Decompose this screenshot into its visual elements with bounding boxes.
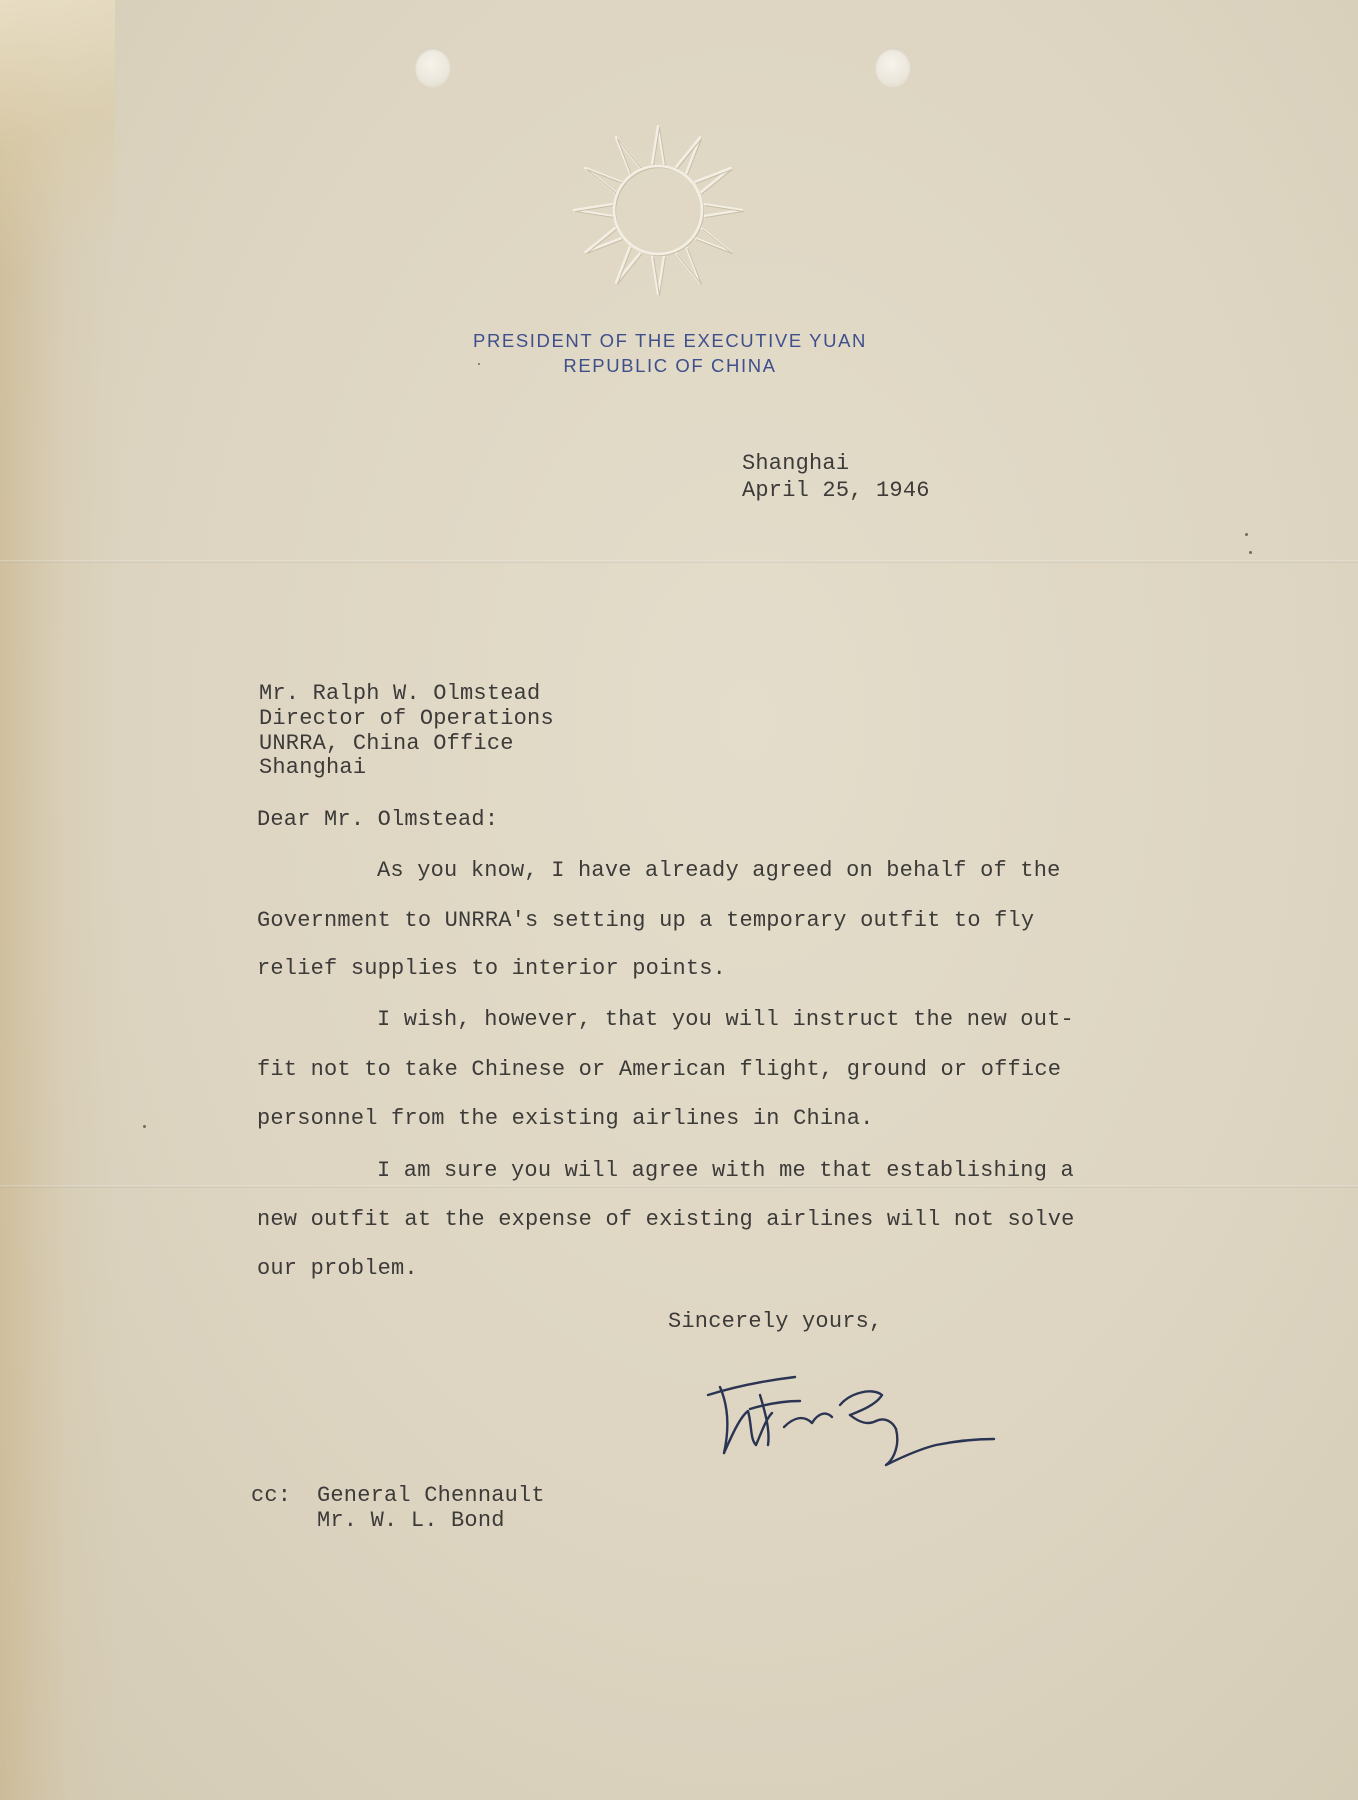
dateline-place: Shanghai bbox=[742, 451, 850, 476]
corner-stain bbox=[0, 0, 115, 330]
body-line: I am sure you will agree with me that establishing a bbox=[377, 1158, 1074, 1183]
salutation: Dear Mr. Olmstead: bbox=[257, 807, 499, 832]
letterhead-line-1: PRESIDENT OF THE EXECUTIVE YUAN bbox=[473, 330, 867, 351]
paper-fold bbox=[0, 560, 1358, 563]
sun-ray bbox=[616, 137, 640, 173]
body-line: our problem. bbox=[257, 1256, 418, 1281]
paper-speck bbox=[143, 1125, 146, 1128]
letterhead bbox=[380, 328, 960, 378]
closing: Sincerely yours, bbox=[668, 1309, 883, 1334]
embossed-sun-emblem-icon bbox=[568, 120, 748, 300]
body-line: As you know, I have already agreed on behalf of the bbox=[377, 858, 1061, 883]
dateline-date: April 25, 1946 bbox=[742, 478, 930, 503]
body-line: new outfit at the expense of existing airlines will not solve bbox=[257, 1207, 1075, 1232]
body-line: relief supplies to interior points. bbox=[257, 956, 727, 981]
recipient-name: Mr. Ralph W. Olmstead bbox=[259, 681, 541, 706]
body-line: Government to UNRRA's setting up a temporary outfit to fly bbox=[257, 908, 1035, 933]
punch-hole bbox=[415, 48, 451, 88]
body-line: I wish, however, that you will instruct the new out- bbox=[377, 1007, 1074, 1032]
recipient-title: Director of Operations bbox=[259, 706, 554, 731]
body-line: personnel from the existing airlines in China. bbox=[257, 1106, 874, 1131]
paper-speck bbox=[478, 363, 480, 365]
letterhead-line-2: REPUBLIC OF CHINA bbox=[563, 355, 777, 376]
cc-name: General Chennault bbox=[317, 1483, 545, 1508]
cc-name: Mr. W. L. Bond bbox=[317, 1508, 505, 1533]
recipient-city: Shanghai bbox=[259, 755, 367, 780]
body-line: fit not to take Chinese or American flight, ground or office bbox=[257, 1057, 1062, 1082]
paper-fold bbox=[0, 1185, 1358, 1188]
punch-hole bbox=[875, 48, 911, 88]
sun-ray bbox=[585, 168, 621, 192]
paper-speck bbox=[1249, 551, 1252, 554]
cc-label: cc: bbox=[251, 1483, 292, 1508]
handwritten-signature-icon bbox=[700, 1365, 1000, 1475]
recipient-org: UNRRA, China Office bbox=[259, 731, 514, 756]
paper-speck bbox=[1245, 533, 1248, 536]
